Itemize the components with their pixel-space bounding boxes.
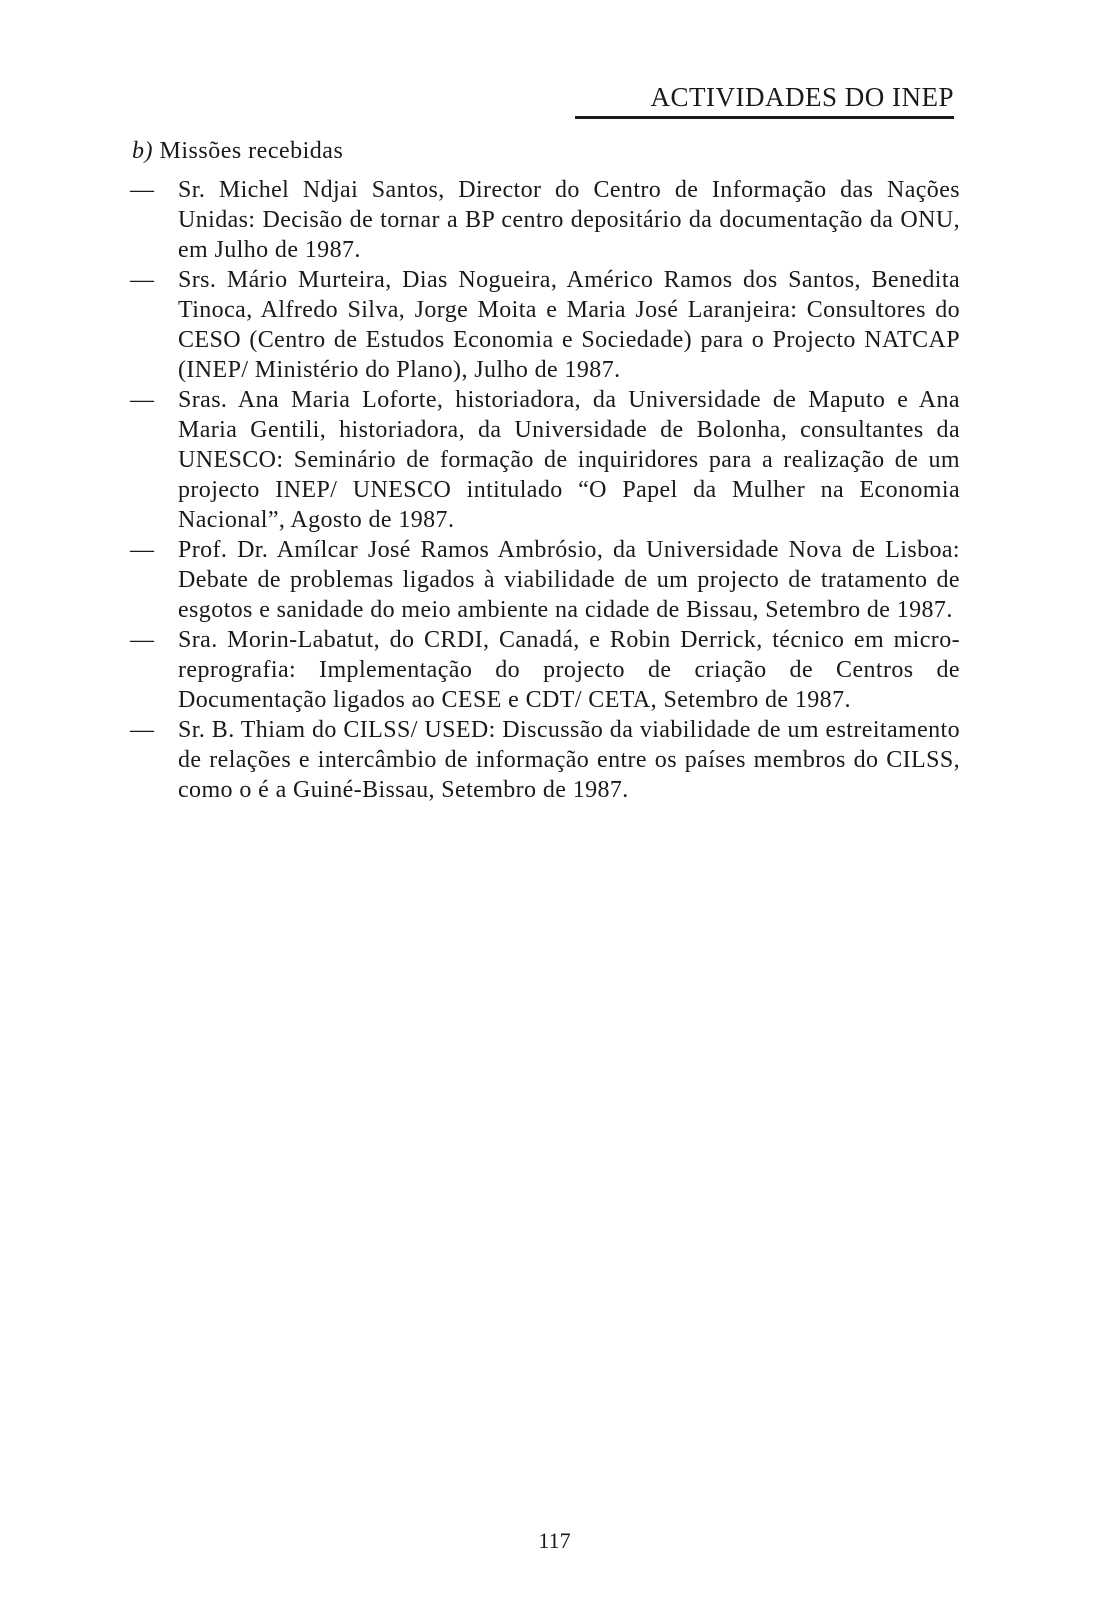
section-letter: b) [132,138,153,164]
list-dash: — [130,627,155,653]
list-item-text: Sras. Ana Maria Loforte, historiadora, da Universidade de Maputo e Ana Maria Gentili, historiadora, da Universidade de Bolonha, consultantes da UNESCO: Seminário de formação de inquiridores para a realização de um projecto INEP/ UNESCO intitulado “O Papel da Mulher na Economia Nacional”, Agosto de 1987. [178,387,960,533]
list-item-text: Srs. Mário Murteira, Dias Nogueira, Américo Ramos dos Santos, Benedita Tinoca, Alfredo Silva, Jorge Moita e Maria José Laranjeira: Consultores do CESO (Centro de Estudos Economia e Sociedade) para o Projecto NATCAP (INEP/ Ministério do Plano), Julho de 1987. [178,267,960,383]
list-item-text: Sr. Michel Ndjai Santos, Director do Centro de Informação das Nações Unidas: Decisão de tornar a BP centro depositário da documentação da ONU, em Julho de 1987. [178,177,960,263]
list-dash: — [130,177,155,203]
section-heading [132,136,343,166]
list-dash: — [130,387,155,413]
list-item-text: Prof. Dr. Amílcar José Ramos Ambrósio, da Universidade Nova de Lisboa: Debate de problemas ligados à viabilidade de um projecto de tratamento de esgotos e sanidade do meio ambiente na cidade de Bissau, Setembro de 1987. [178,537,960,623]
list-dash: — [130,717,155,743]
list-item-text: Sra. Morin-Labatut, do CRDI, Canadá, e Robin Derrick, técnico em micro-reprografia: Implementação do projecto de criação de Centros de Documentação ligados ao CESE e CDT/ CETA, Setembro de 1987. [178,627,960,713]
list-dash: — [130,267,155,293]
page-number: 117 [538,1528,571,1553]
list-item [130,265,960,385]
list-item [130,385,960,535]
list-item [130,175,960,265]
list-item [130,625,960,715]
running-header: ACTIVIDADES DO INEP [575,80,954,119]
list-item [130,535,960,625]
mission-list [130,175,960,805]
list-item-text: Sr. B. Thiam do CILSS/ USED: Discussão da viabilidade de um estreitamento de relações e intercâmbio de informação entre os países membros do CILSS, como o é a Guiné-Bissau, Setembro de 1987. [178,717,960,803]
list-dash: — [130,537,155,563]
section-title: Missões recebidas [159,138,344,164]
list-item [130,715,960,805]
